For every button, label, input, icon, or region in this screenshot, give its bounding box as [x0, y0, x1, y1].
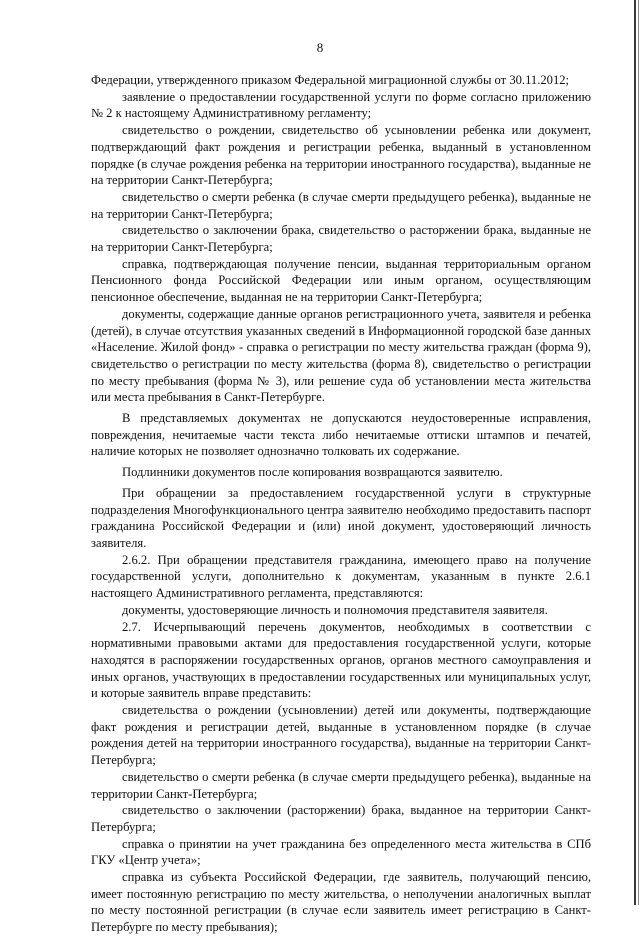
paragraph-continuation: Федерации, утвержденного приказом Федеральной миграционной службы от 30.11.2012; [91, 73, 570, 87]
paragraph-pension-certificate: справка, подтверждающая получение пенсии, выданная территориальным органом Пенсионного фонда Российской Федерации или иным органом, осуществляющим пенсионное обеспечение, выданная не на территории Санкт-Петербурга; [91, 256, 591, 305]
paragraph-2-6-2: 2.6.2. При обращении представителя гражданина, имеющего право на получение государственной услуги, дополнительно к документам, указанным в пункте 2.6.1 настоящего Административного регламента, представляются: [91, 552, 591, 601]
paragraph-marriage-certificate: свидетельство о заключении брака, свидетельство о расторжении брака, выданные не на территории Санкт-Петербурга; [91, 223, 591, 255]
scan-edge-shadow [638, 0, 639, 905]
paragraph-child-death-certificate-spb: свидетельство о смерти ребенка (в случае смерти предыдущего ребенка), выданные на территории Санкт-Петербурга; [91, 769, 591, 801]
paragraph-children-birth-certificates: свидетельства о рождении (усыновлении) детей или документы, подтверждающие факт рождения и регистрации детей, выданные в установленном порядке (в случае рождения детей на территории иностранного государства), выданные на территории Санкт-Петербурга; [91, 703, 591, 768]
paragraph-representative-documents: документы, удостоверяющие личность и полномочия представителя заявителя. [122, 602, 548, 617]
paragraph-death-certificate: свидетельство о смерти ребенка (в случае смерти предыдущего ребенка), выданные не на территории Санкт-Петербурга; [91, 189, 591, 221]
scan-edge-line [634, 0, 636, 905]
paragraph-corrections-not-allowed: В представляемых документах не допускаются неудостоверенные исправления, повреждения, нечитаемые части текста либо нечитаемые оттиски штампов и печатей, наличие которых не позволяет однозначно толковать их содержание. [91, 411, 591, 459]
document-body [91, 72, 591, 936]
paragraph-mfc-passport: При обращении за предоставлением государственной услуги в структурные подразделения Многофункционального центра заявителю необходимо предоставить паспорт гражданина Российской Федерации и (или) иной документ, удостоверяющий личность заявителя. [91, 485, 591, 550]
paragraph-originals-returned: Подлинники документов после копирования возвращаются заявителю. [122, 465, 503, 480]
paragraph-registration-documents: документы, содержащие данные органов регистрационного учета, заявителя и ребенка (детей), в случае отсутствия указанных сведений в Информационной городской базе данных «Население. Жилой фонд» - справка о регистрации по месту жительства граждан (форма 9), свидетельство о регистрации по месту жительства (форма 8), свидетельство о регистрации по месту пребывания (форма № 3), или решение суда об установлении места жительства или места пребывания в Санкт-Петербурге. [91, 306, 591, 405]
paragraph-pension-region-certificate: справка из субъекта Российской Федерации, где заявитель, получающий пенсию, имеет постоянную регистрацию по месту жительства, о неполучении аналогичных выплат по месту постоянной регистрации (в случае если заявитель имеет регистрацию в Санкт-Петербурге по месту пребывания); [91, 870, 591, 935]
paragraph-application-form: заявление о предоставлении государственной услуги по форме согласно приложению № 2 к настоящему Административному регламенту; [91, 89, 591, 121]
paragraph-homeless-registration: справка о принятии на учет гражданина без определенного места жительства в СПб ГКУ «Центр учета»; [91, 836, 591, 868]
paragraph-birth-certificate: свидетельство о рождении, свидетельство об усыновлении ребенка или документ, подтверждающий факт рождения и регистрации ребенка, выданный в установленном порядке (в случае рождения ребенка на территории иностранного государства), выданные не на территории Санкт-Петербурга; [91, 123, 591, 188]
paragraph-marriage-certificate-spb: свидетельство о заключении (расторжении) брака, выданное на территории Санкт-Петербурга; [91, 803, 591, 834]
page-number: 8 [316, 40, 324, 55]
paragraph-2-7: 2.7. Исчерпывающий перечень документов, необходимых в соответствии с нормативными правовыми актами для предоставления государственной услуги, которые находятся в распоряжении государственных органов, органов местного самоуправления и иных органов, участвующих в предоставлении государственных или муниципальных услуг, и которые заявитель вправе представить: [91, 619, 591, 701]
